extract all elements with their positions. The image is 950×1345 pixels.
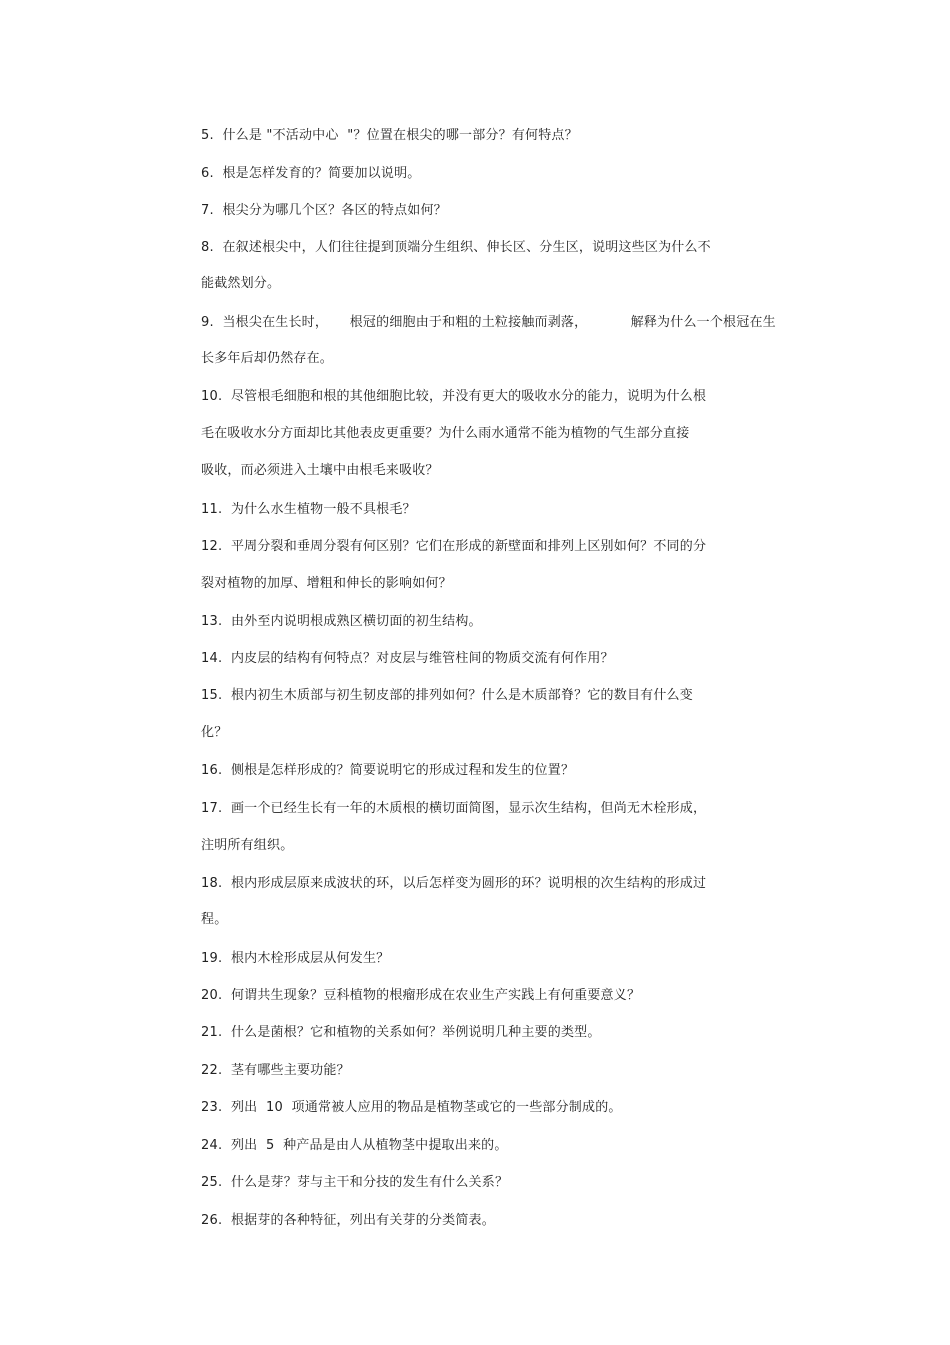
question-24: 24. 列出 5 种产品是由人从植物茎中提取出来的。 (201, 1138, 508, 1153)
question-8-cont: 能截然划分。 (201, 276, 281, 291)
question-25: 25. 什么是芽？芽与主干和分技的发生有什么关系？ (201, 1175, 509, 1190)
question-6: 6. 根是怎样发育的？简要加以说明。 (201, 166, 421, 181)
question-8: 8. 在叙述根尖中，人们往往提到顶端分生组织、伸长区、分生区，说明这些区为什么不 (201, 240, 711, 255)
question-9-cont: 长多年后却仍然存在。 (201, 351, 334, 366)
question-9: 9. 当根尖在生长时， 根冠的细胞由于和粗的土粒接触而剥落， 解释为什么一个根冠在生 (201, 315, 776, 330)
question-5: 5. 什么是 "不活动中心 "？位置在根尖的哪一部分？有何特点？ (201, 128, 578, 143)
question-10-cont: 吸收，而必须进入土壤中由根毛来吸收？ (201, 463, 439, 478)
question-26: 26. 根据芽的各种特征，列出有关芽的分类简表。 (201, 1213, 495, 1228)
question-21: 21. 什么是菌根？它和植物的关系如何？举例说明几种主要的类型。 (201, 1025, 601, 1040)
question-7: 7. 根尖分为哪几个区？各区的特点如何？ (201, 203, 447, 218)
question-15-cont: 化？ (201, 725, 228, 740)
question-19: 19. 根内木栓形成层从何发生？ (201, 951, 390, 966)
question-10: 10. 尽管根毛细胞和根的其他细胞比较，并没有更大的吸收水分的能力，说明为什么根 (201, 389, 707, 404)
question-10-cont: 毛在吸收水分方面却比其他表皮更重要？为什么雨水通常不能为植物的气生部分直接 (201, 426, 690, 441)
question-22: 22. 茎有哪些主要功能？ (201, 1063, 350, 1078)
question-13: 13. 由外至内说明根成熟区横切面的初生结构。 (201, 614, 482, 629)
question-16: 16. 侧根是怎样形成的？简要说明它的形成过程和发生的位置？ (201, 763, 575, 778)
question-17: 17. 画一个已经生长有一年的木质根的横切面简图，显示次生结构，但尚无木栓形成， (201, 801, 707, 816)
question-11: 11. 为什么水生植物一般不具根毛？ (201, 502, 416, 517)
question-15: 15. 根内初生木质部与初生韧皮部的排列如何？什么是木质部脊？它的数目有什么变 (201, 688, 693, 703)
question-20: 20. 何谓共生现象？豆科植物的根瘤形成在农业生产实践上有何重要意义？ (201, 988, 641, 1003)
question-23: 23. 列出 10 项通常被人应用的物品是植物茎或它的一些部分制成的。 (201, 1100, 622, 1115)
question-14: 14. 内皮层的结构有何特点？对皮层与维管柱间的物质交流有何作用？ (201, 651, 614, 666)
question-17-cont: 注明所有组织。 (201, 838, 294, 853)
question-12: 12. 平周分裂和垂周分裂有何区别？它们在形成的新壁面和排列上区别如何？不同的分 (201, 539, 707, 554)
question-18-cont: 程。 (201, 912, 228, 927)
question-18: 18. 根内形成层原来成波状的环，以后怎样变为圆形的环？说明根的次生结构的形成过 (201, 876, 707, 891)
question-12-cont: 裂对植物的加厚、增粗和伸长的影响如何？ (201, 576, 452, 591)
